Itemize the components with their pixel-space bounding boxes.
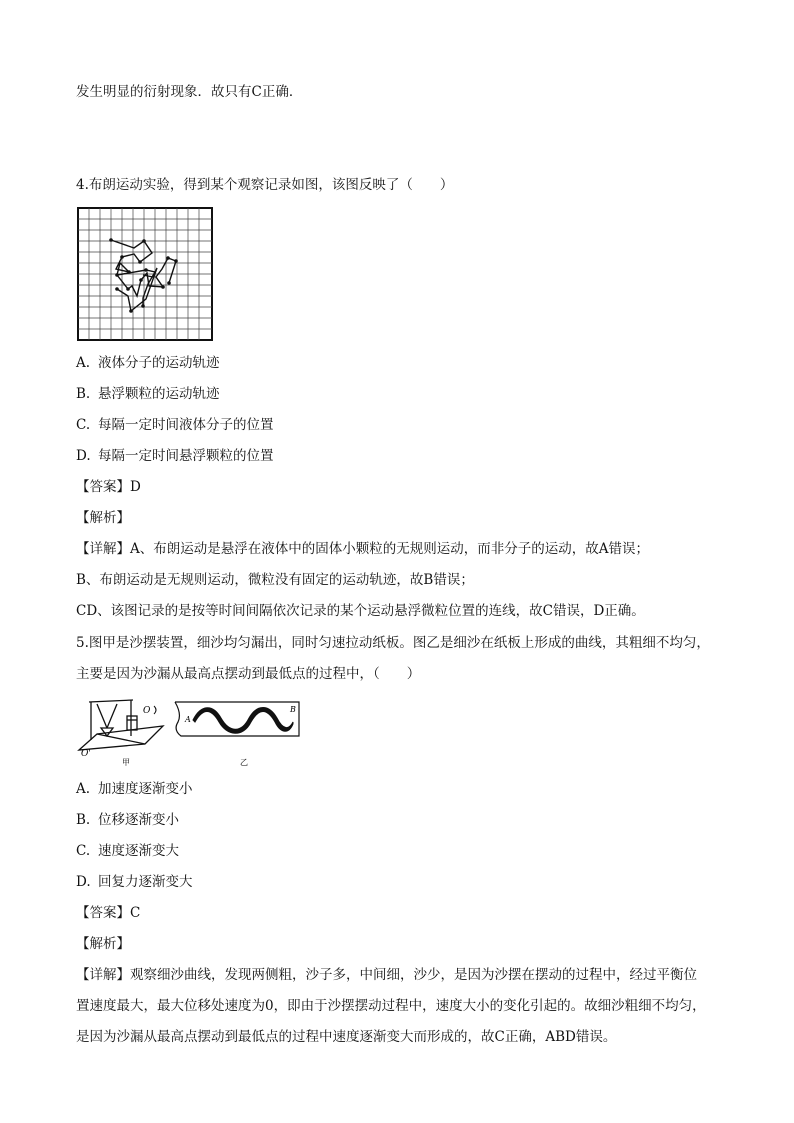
- q5-option-a: [76, 779, 193, 799]
- option-letter: A.: [76, 781, 91, 797]
- question-5-stem: 主要是因为沙漏从最高点摆动到最低点的过程中，（ ）: [76, 666, 421, 682]
- q5-detail-line: 置速度最大，最大位移处速度为0，即由于沙摆摆动过程中，速度大小的变化引起的。故细沙粗细不均匀，: [76, 998, 706, 1014]
- brownian-grid-svg: [77, 207, 213, 341]
- label-b: B: [290, 705, 296, 714]
- q4-detail-line: B、布朗运动是无规则运动，微粒没有固定的运动轨迹，故B错误；: [76, 572, 474, 588]
- label-o: O: [143, 706, 151, 716]
- question-4-stem: 4.布朗运动实验，得到某个观察记录如图，该图反映了（ ）: [76, 177, 454, 193]
- option-letter: B.: [76, 812, 91, 828]
- q4-option-c: [76, 415, 274, 435]
- q5-analysis-heading: 【解析】: [76, 936, 130, 952]
- q5-answer: 【答案】C: [76, 905, 141, 921]
- text-line: 发生明显的衍射现象．故只有C正确．: [76, 84, 303, 100]
- brownian-motion-figure: [77, 207, 213, 341]
- option-letter: B.: [76, 386, 91, 402]
- q4-detail-line: 【详解】A、布朗运动是悬浮在液体中的固体小颗粒的无规则运动，而非分子的运动，故A错误；: [76, 541, 649, 557]
- sand-pendulum-figure: [77, 696, 303, 768]
- grid-lines: [78, 208, 212, 340]
- q4-answer: 【答案】D: [76, 479, 141, 495]
- q4-option-d: [76, 446, 274, 466]
- label-yi: 乙: [240, 758, 248, 767]
- q5-detail-line: 是因为沙漏从最高点摆动到最低点的过程中速度逐渐变大而形成的，故C正确，ABD错误。: [76, 1029, 617, 1045]
- q5-option-d: [76, 872, 193, 892]
- option-letter: A.: [76, 355, 91, 371]
- q5-option-b: [76, 810, 179, 830]
- label-a: A: [185, 715, 191, 724]
- option-text: 悬浮颗粒的运动轨迹: [98, 386, 220, 402]
- option-text: 每隔一定时间悬浮颗粒的位置: [98, 448, 274, 464]
- option-text: 液体分子的运动轨迹: [98, 355, 220, 371]
- q4-option-a: [76, 353, 220, 373]
- sand-pendulum-svg: [77, 696, 303, 768]
- q5-option-c: [76, 841, 179, 861]
- option-letter: D.: [76, 874, 91, 890]
- q4-analysis-heading: 【解析】: [76, 510, 130, 526]
- option-letter: D.: [76, 448, 91, 464]
- option-text: 速度逐渐变大: [98, 843, 179, 859]
- option-letter: C.: [76, 843, 91, 859]
- option-text: 回复力逐渐变大: [98, 874, 193, 890]
- option-letter: C.: [76, 417, 91, 433]
- q4-option-b: [76, 384, 220, 404]
- rotation-arrow-icon: [154, 706, 156, 714]
- label-jia: 甲: [122, 758, 130, 767]
- sand-curve: [193, 708, 293, 734]
- q5-detail-line: 【详解】观察细沙曲线，发现两侧粗，沙子多，中间细，沙少，是因为沙摆在摆动的过程中，经过平衡位: [76, 967, 697, 983]
- option-text: 位移逐渐变小: [98, 812, 179, 828]
- pendulum-apparatus: [79, 700, 163, 750]
- question-5-stem: 5.图甲是沙摆装置，细沙均匀漏出，同时匀速拉动纸板。图乙是细沙在纸板上形成的曲线，其粗细不均匀，: [76, 635, 710, 651]
- option-text: 每隔一定时间液体分子的位置: [98, 417, 274, 433]
- option-text: 加速度逐渐变小: [98, 781, 193, 797]
- label-o-prime: O': [81, 749, 91, 759]
- q4-detail-line: CD、该图记录的是按等时间间隔依次记录的某个运动悬浮微粒位置的连线，故C错误，D正确。: [76, 603, 645, 619]
